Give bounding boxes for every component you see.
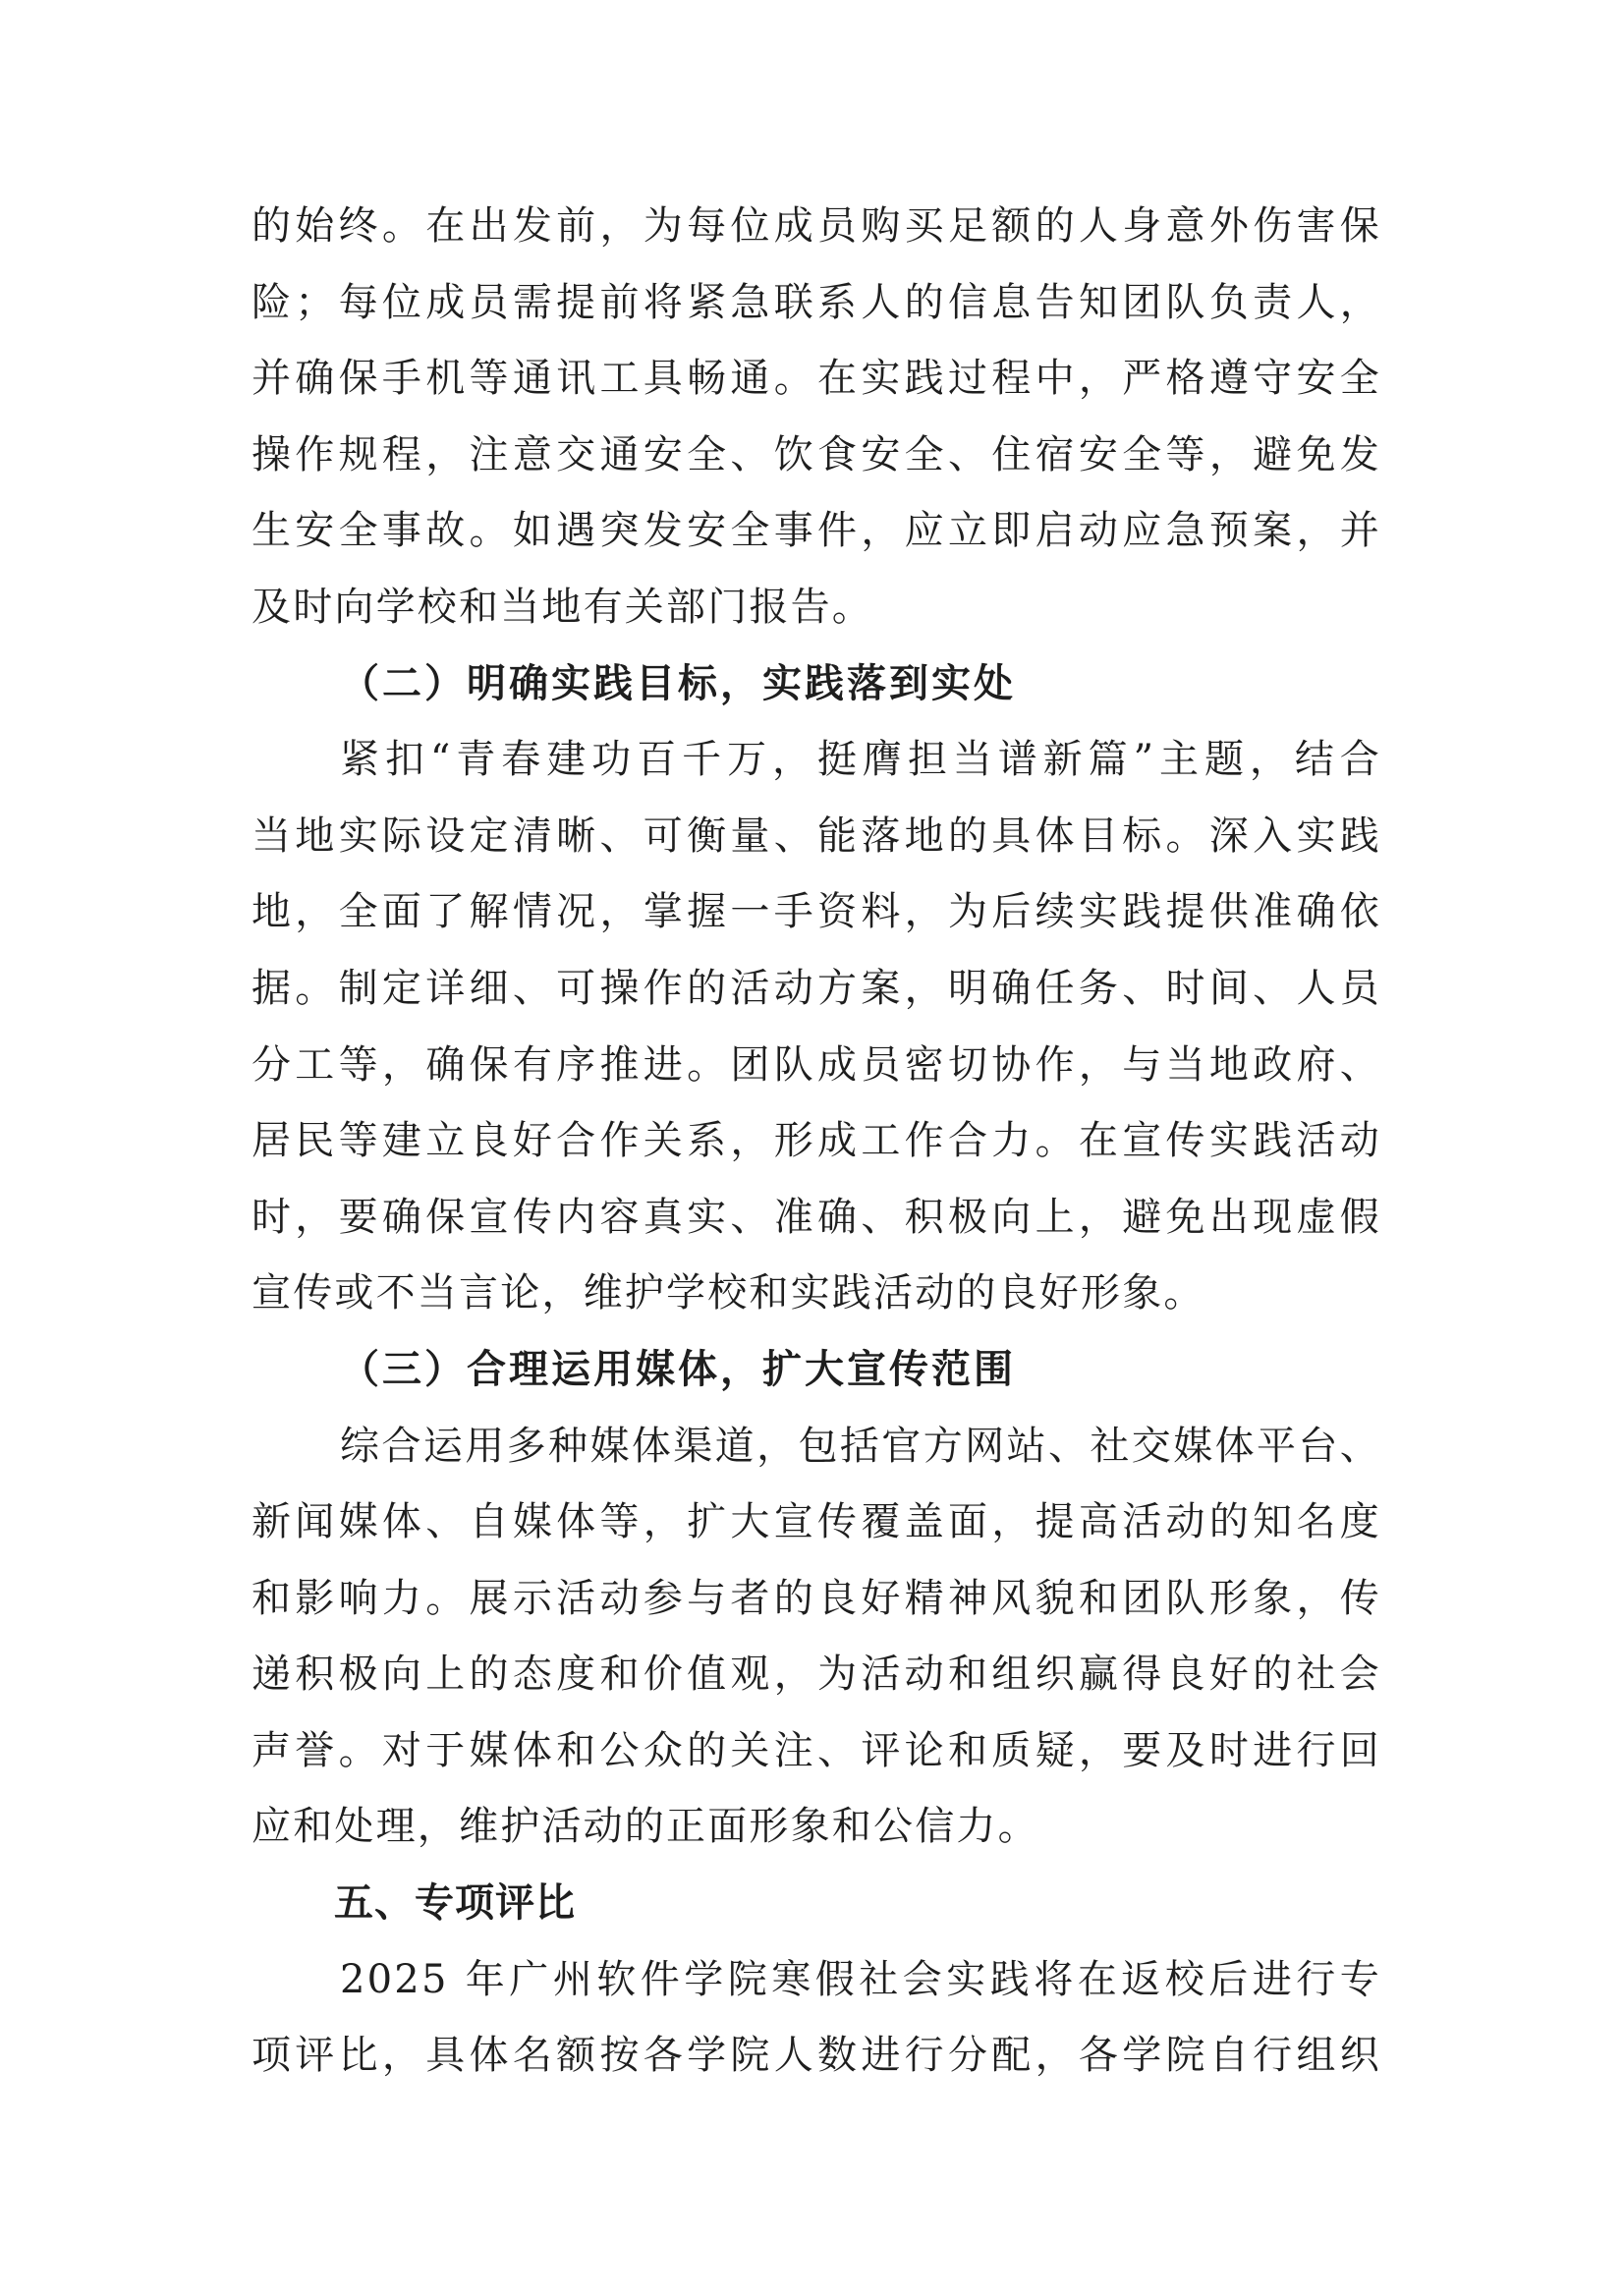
paragraph-line: 居民等建立良好合作关系，形成工作合力。在宣传实践活动 bbox=[252, 1118, 1381, 1164]
paragraph-line: 新闻媒体、自媒体等，扩大宣传覆盖面，提高活动的知名度 bbox=[252, 1499, 1381, 1545]
paragraph-line: 递积极向上的态度和价值观，为活动和组织赢得良好的社会 bbox=[252, 1652, 1381, 1698]
paragraph-line: 2025 年广州软件学院寒假社会实践将在返校后进行专 bbox=[340, 1956, 1381, 2002]
document-body bbox=[252, 189, 1381, 2095]
paragraph-line: 综合运用多种媒体渠道，包括官方网站、社交媒体平台、 bbox=[340, 1423, 1381, 1469]
paragraph-line: 的始终。在出发前，为每位成员购买足额的人身意外伤害保 bbox=[252, 203, 1381, 249]
section-heading: 五、专项评比 bbox=[334, 1880, 576, 1927]
paragraph-line: 分工等，确保有序推进。团队成员密切协作，与当地政府、 bbox=[252, 1041, 1381, 1088]
paragraph-line: 并确保手机等通讯工具畅通。在实践过程中，严格遵守安全 bbox=[252, 356, 1381, 402]
paragraph-line: 紧扣“青春建功百千万，挺膺担当谱新篇”主题，结合 bbox=[340, 737, 1381, 783]
paragraph-line: 声誉。对于媒体和公众的关注、评论和质疑，要及时进行回 bbox=[252, 1727, 1381, 1773]
paragraph-line: 地，全面了解情况，掌握一手资料，为后续实践提供准确依 bbox=[252, 889, 1381, 935]
paragraph-line: 和影响力。展示活动参与者的良好精神风貌和团队形象，传 bbox=[252, 1575, 1381, 1621]
paragraph-line: 生安全事故。如遇突发安全事件，应立即启动应急预案，并 bbox=[252, 508, 1381, 554]
paragraph-line: 时，要确保宣传内容真实、准确、积极向上，避免出现虚假 bbox=[252, 1194, 1381, 1240]
subsection-heading: （二）明确实践目标，实践落到实处 bbox=[340, 660, 1016, 706]
paragraph-line: 操作规程，注意交通安全、饮食安全、住宿安全等，避免发 bbox=[252, 431, 1381, 477]
paragraph-line: 据。制定详细、可操作的活动方案，明确任务、时间、人员 bbox=[252, 965, 1381, 1011]
paragraph-line: 宣传或不当言论，维护学校和实践活动的良好形象。 bbox=[252, 1270, 1205, 1316]
paragraph-line: 应和处理，维护活动的正面形象和公信力。 bbox=[252, 1804, 1039, 1850]
paragraph-line: 险；每位成员需提前将紧急联系人的信息告知团队负责人， bbox=[252, 279, 1381, 325]
subsection-heading: （三）合理运用媒体，扩大宣传范围 bbox=[340, 1346, 1016, 1392]
paragraph-line: 项评比，具体名额按各学院人数进行分配，各学院自行组织 bbox=[252, 2033, 1381, 2079]
paragraph-line: 及时向学校和当地有关部门报告。 bbox=[252, 584, 873, 630]
paragraph-line: 当地实际设定清晰、可衡量、能落地的具体目标。深入实践 bbox=[252, 812, 1381, 859]
